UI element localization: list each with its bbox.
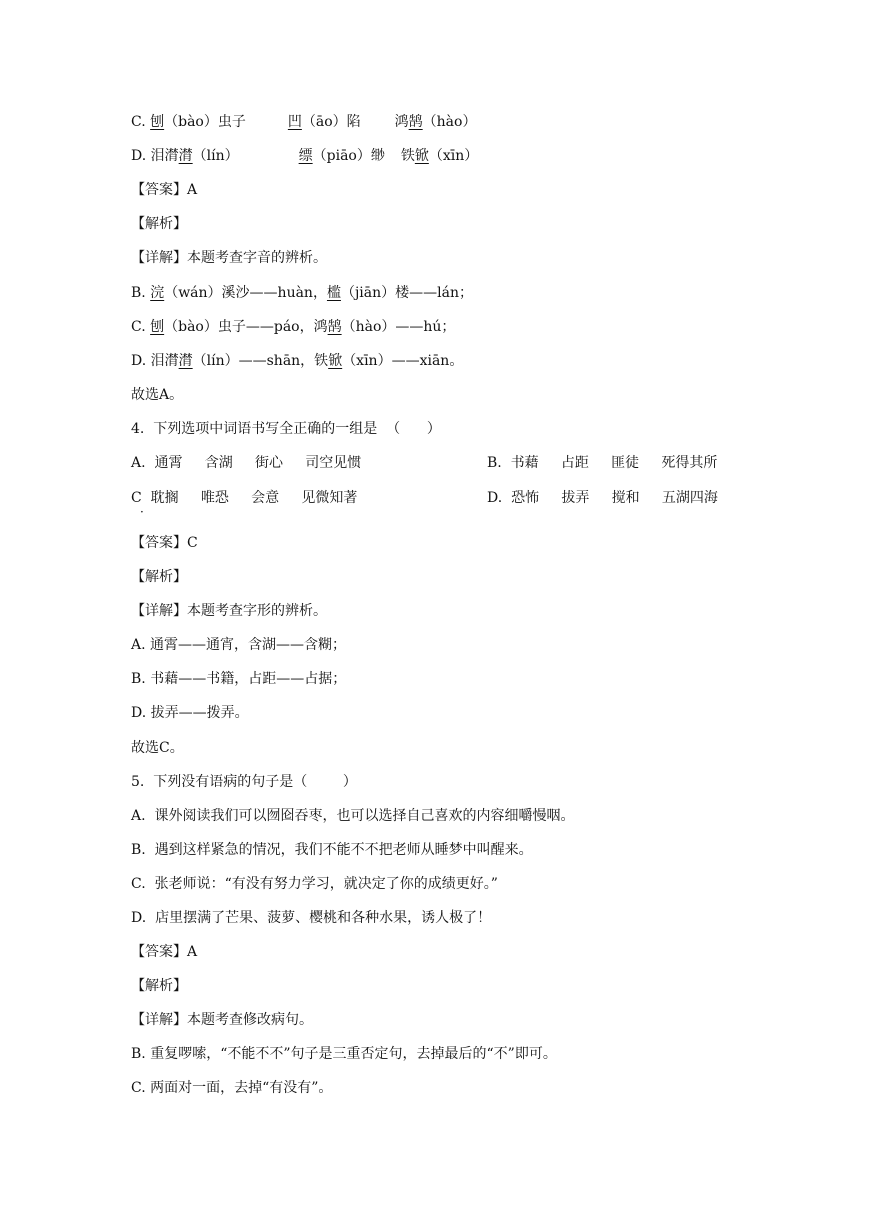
q4-choose: 故选C。 <box>131 740 184 756</box>
q4-detail: 【详解】本题考查字形的辨析。 <box>131 603 327 619</box>
q4-option-b: B. 书藉 占距 匪徒 死得其所 <box>487 455 718 471</box>
q3-explain-c: C. 刨（bào）虫子——páo，鸿鹄（hào）——hú； <box>131 319 456 335</box>
q3-option-d: D. 泪潸潸（lín） 缥（piāo）缈 铁锨（xīn） <box>131 148 479 164</box>
q3-option-c: C. 刨（bào）虫子 凹（āo）陷 鸿鹄（hào） <box>131 114 477 130</box>
q3-explain-b: B. 浣（wán）溪沙——huàn，槛（jiān）楼——lán； <box>131 285 473 301</box>
q5-explain-c: C. 两面对一面，去掉“有没有”。 <box>131 1080 333 1096</box>
q4-analysis-heading: 【解析】 <box>131 569 187 585</box>
q4-option-d: D. 恐怖 拔弄 搅和 五湖四海 <box>487 490 718 506</box>
q4-explain-d: D. 拔弄——拨弄。 <box>131 705 249 721</box>
q3-explain-d: D. 泪潸潸（lín）——shān，铁锨（xīn）——xiān。 <box>131 353 464 369</box>
q3-answer: 【答案】A <box>131 182 198 198</box>
q5-answer: 【答案】A <box>131 944 198 960</box>
q5-option-b: B. 遇到这样紧急的情况，我们不能不不把老师从睡梦中叫醒来。 <box>131 842 533 858</box>
q5-stem: 5. 下列没有语病的句子是（ ） <box>131 774 357 790</box>
q5-explain-b: B. 重复啰嗦，“不能不不”句子是三重否定句，去掉最后的“不”即可。 <box>131 1046 557 1062</box>
q4-option-c: C 耽搁 唯恐 会意 见微知著 <box>131 490 358 506</box>
q5-option-d: D. 店里摆满了芒果、菠萝、樱桃和各种水果，诱人极了！ <box>131 910 492 926</box>
q5-analysis-heading: 【解析】 <box>131 978 187 994</box>
q4-answer: 【答案】C <box>131 535 198 551</box>
q3-detail: 【详解】本题考查字音的辨析。 <box>131 250 327 266</box>
q4-stem: 4. 下列选项中词语书写全正确的一组是 （ ） <box>131 421 441 437</box>
q4-option-a: A. 通霄 含湖 街心 司空见惯 <box>131 455 362 471</box>
q4-explain-b: B. 书藉——书籍，占距——占据； <box>131 671 347 687</box>
q4-explain-a: A. 通霄——通宵，含湖——含糊； <box>131 637 347 653</box>
q5-option-a: A. 课外阅读我们可以囫囵吞枣，也可以选择自己喜欢的内容细嚼慢咽。 <box>131 808 575 824</box>
q4-stray-dot: · <box>140 505 144 519</box>
q3-analysis-heading: 【解析】 <box>131 216 187 232</box>
q5-detail: 【详解】本题考查修改病句。 <box>131 1012 313 1028</box>
q3-choose: 故选A。 <box>131 387 184 403</box>
q5-option-c: C. 张老师说：“有没有努力学习，就决定了你的成绩更好。” <box>131 876 498 892</box>
